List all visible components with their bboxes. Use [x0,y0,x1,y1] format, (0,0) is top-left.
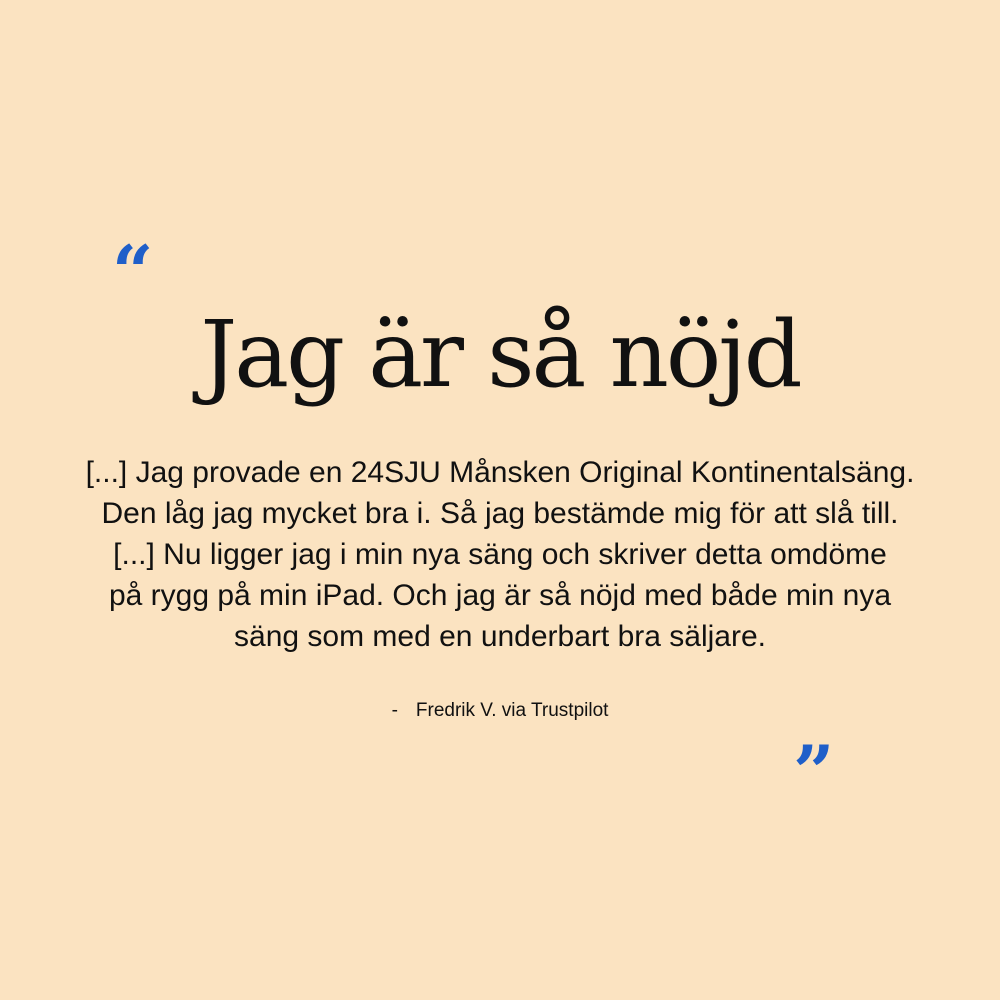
review-line: [...] Nu ligger jag i min nya säng och skriver detta omdöme [113,538,887,571]
review-text [60,452,940,657]
review-line: säng som med en underbart bra säljare. [234,620,766,653]
attribution [0,700,1000,722]
review-line: Den låg jag mycket bra i. Så jag bestämde mig för att slå till. [101,497,899,530]
headline: Jag är så nöjd [200,301,800,408]
attribution-dash: - [391,700,398,721]
review-line: på rygg på min iPad. Och jag är så nöjd med både min nya [108,579,892,612]
review-line: [...] Jag provade en 24SJU Månsken Original Kontinentalsäng. [85,456,915,489]
attribution-text: Fredrik V. via Trustpilot [415,700,609,721]
open-quote-icon: “ [112,229,154,314]
close-quote-icon: ” [793,729,835,814]
